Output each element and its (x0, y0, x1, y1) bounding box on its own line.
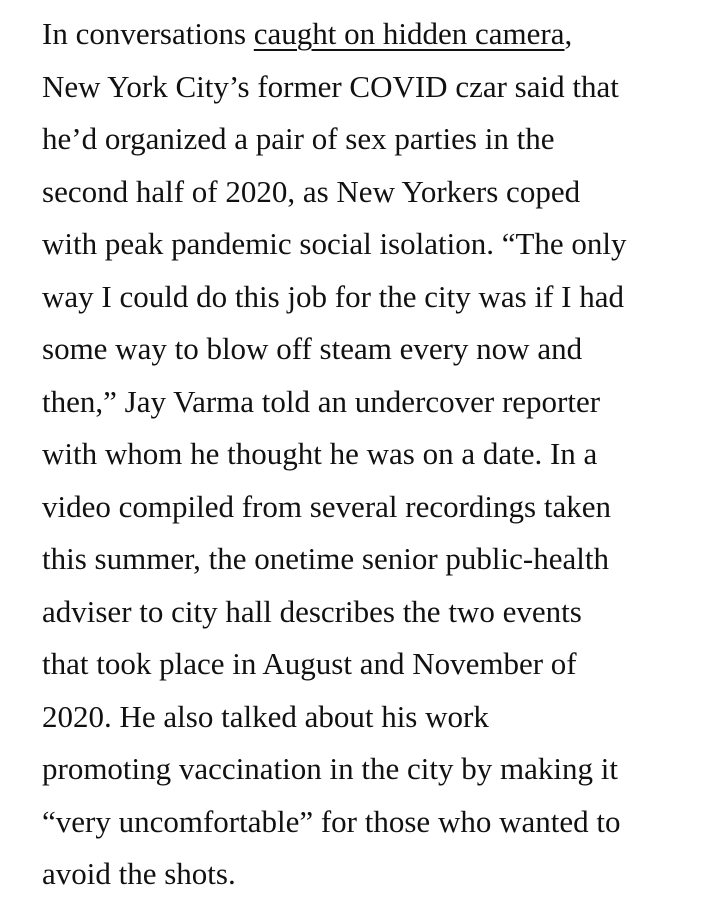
paragraph-line: with whom he thought he was on a date. In a (42, 436, 598, 471)
paragraph-line: adviser to city hall describes the two events (42, 593, 582, 629)
paragraph-line: video compiled from several recordings taken (42, 488, 611, 524)
paragraph-line (42, 8, 682, 61)
article-paragraph (42, 8, 682, 901)
line-text-before-link: In conversations (42, 16, 254, 51)
paragraph-line: this summer, the onetime senior public-health (42, 541, 609, 576)
paragraph-line: he’d organized a pair of sex parties in the (42, 121, 555, 156)
paragraph-line: promoting vaccination in the city by making it (42, 751, 618, 786)
paragraph-line: that took place in August and November of (42, 646, 577, 681)
hidden-camera-link[interactable]: caught on hidden camera (253, 16, 565, 51)
paragraph-line: second half of 2020, as New Yorkers coped (42, 173, 581, 209)
paragraph-line: some way to blow off steam every now and (42, 331, 583, 366)
paragraph-line: with peak pandemic social isolation. “The only (42, 226, 627, 261)
paragraph-line: “very uncomfortable” for those who wanted to (42, 803, 621, 839)
paragraph-line: New York City’s former COVID czar said that (42, 68, 619, 104)
line-text-after-link: , (564, 16, 573, 51)
paragraph-line: 2020. He also talked about his work (42, 698, 489, 734)
paragraph-line: avoid the shots. (42, 856, 236, 891)
paragraph-line: then,” Jay Varma told an undercover reporter (42, 383, 601, 419)
paragraph-line: way I could do this job for the city was if I had (42, 278, 624, 314)
